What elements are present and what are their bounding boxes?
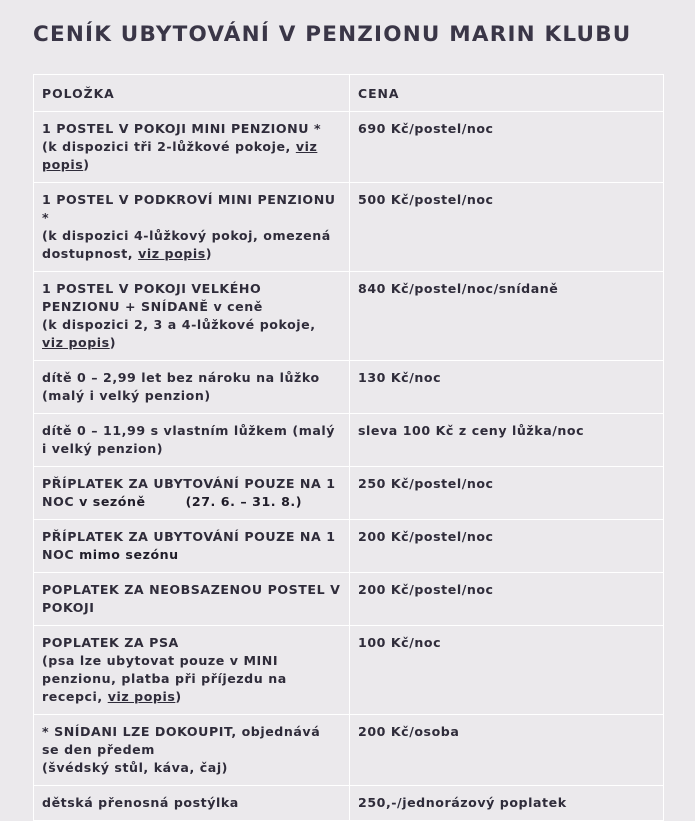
item-cell (34, 112, 350, 183)
table-row (34, 272, 664, 361)
viz-popis-link[interactable]: viz popis (42, 139, 318, 172)
item-cell (34, 467, 350, 520)
price-cell: 100 Kč/noc (350, 626, 664, 715)
price-cell: 250,-/jednorázový poplatek (350, 786, 664, 821)
item-cell: dítě 0 – 2,99 let bez nároku na lůžko (malý i velký penzion) (34, 361, 350, 414)
item-title: POPLATEK ZA PSA (42, 635, 179, 650)
item-note: (k dispozici 2, 3 a 4-lůžkové pokoje, (42, 317, 316, 332)
item-title: 1 POSTEL V POKOJI VELKÉHO PENZIONU + SNÍDANĚ v ceně (42, 281, 263, 314)
item-note-end: ) (175, 689, 182, 704)
item-note-end: ) (83, 157, 90, 172)
price-cell: 840 Kč/postel/noc/snídaně (350, 272, 664, 361)
off-season-label: mimo sezónu (79, 547, 179, 562)
viz-popis-link[interactable]: viz popis (107, 689, 176, 704)
table-row (34, 520, 664, 573)
item-cell: dětská přenosná postýlka (34, 786, 350, 821)
price-cell: 690 Kč/postel/noc (350, 112, 664, 183)
price-cell: 250 Kč/postel/noc (350, 467, 664, 520)
season-dates: (27. 6. – 31. 8.) (185, 494, 303, 509)
item-cell (34, 715, 350, 786)
item-cell: dítě 0 – 11,99 s vlastním lůžkem (malý i velký penzion) (34, 414, 350, 467)
item-title: PŘÍPLATEK ZA UBYTOVÁNÍ POUZE NA 1 NOC (42, 476, 336, 509)
item-cell: POPLATEK ZA NEOBSAZENOU POSTEL V POKOJI (34, 573, 350, 626)
price-cell: 200 Kč/osoba (350, 715, 664, 786)
header-item: POLOŽKA (34, 75, 350, 112)
table-row (34, 361, 664, 414)
price-cell: 200 Kč/postel/noc (350, 520, 664, 573)
season-label: v sezóně (79, 494, 146, 509)
table-row (34, 183, 664, 272)
item-note-end: ) (109, 335, 116, 350)
table-row (34, 414, 664, 467)
item-note-end: ) (205, 246, 213, 261)
viz-popis-link[interactable]: viz popis (138, 246, 206, 261)
item-note: (k dispozici 4-lůžkový pokoj, omezená dostupnost, (42, 228, 331, 261)
item-cell (34, 626, 350, 715)
item-title: 1 POSTEL V POKOJI MINI PENZIONU * (42, 121, 322, 136)
table-row (34, 573, 664, 626)
item-title: * SNÍDANI LZE DOKOUPIT, objednává se den předem (42, 724, 321, 757)
price-table (33, 74, 664, 821)
table-row (34, 112, 664, 183)
item-note: (psa lze ubytovat pouze v MINI penzionu, platba při příjezdu na recepci, (42, 653, 287, 704)
item-note: (k dispozici tři 2-lůžkové pokoje, (42, 139, 291, 154)
table-header-row (34, 75, 664, 112)
item-cell (34, 272, 350, 361)
table-row (34, 626, 664, 715)
item-title: PŘÍPLATEK ZA UBYTOVÁNÍ POUZE NA 1 NOC (42, 529, 336, 562)
price-cell: 500 Kč/postel/noc (350, 183, 664, 272)
item-note: (švédský stůl, káva, čaj) (42, 760, 228, 775)
header-price: CENA (350, 75, 664, 112)
item-cell (34, 520, 350, 573)
price-cell: 200 Kč/postel/noc (350, 573, 664, 626)
item-title: 1 POSTEL V PODKROVÍ MINI PENZIONU * (42, 192, 336, 225)
item-cell (34, 183, 350, 272)
price-cell: 130 Kč/noc (350, 361, 664, 414)
table-row (34, 786, 664, 821)
price-cell: sleva 100 Kč z ceny lůžka/noc (350, 414, 664, 467)
page-title: CENÍK UBYTOVÁNÍ V PENZIONU MARIN KLUBU (33, 22, 632, 47)
table-row (34, 715, 664, 786)
viz-popis-link[interactable]: viz popis (42, 335, 110, 350)
table-row (34, 467, 664, 520)
